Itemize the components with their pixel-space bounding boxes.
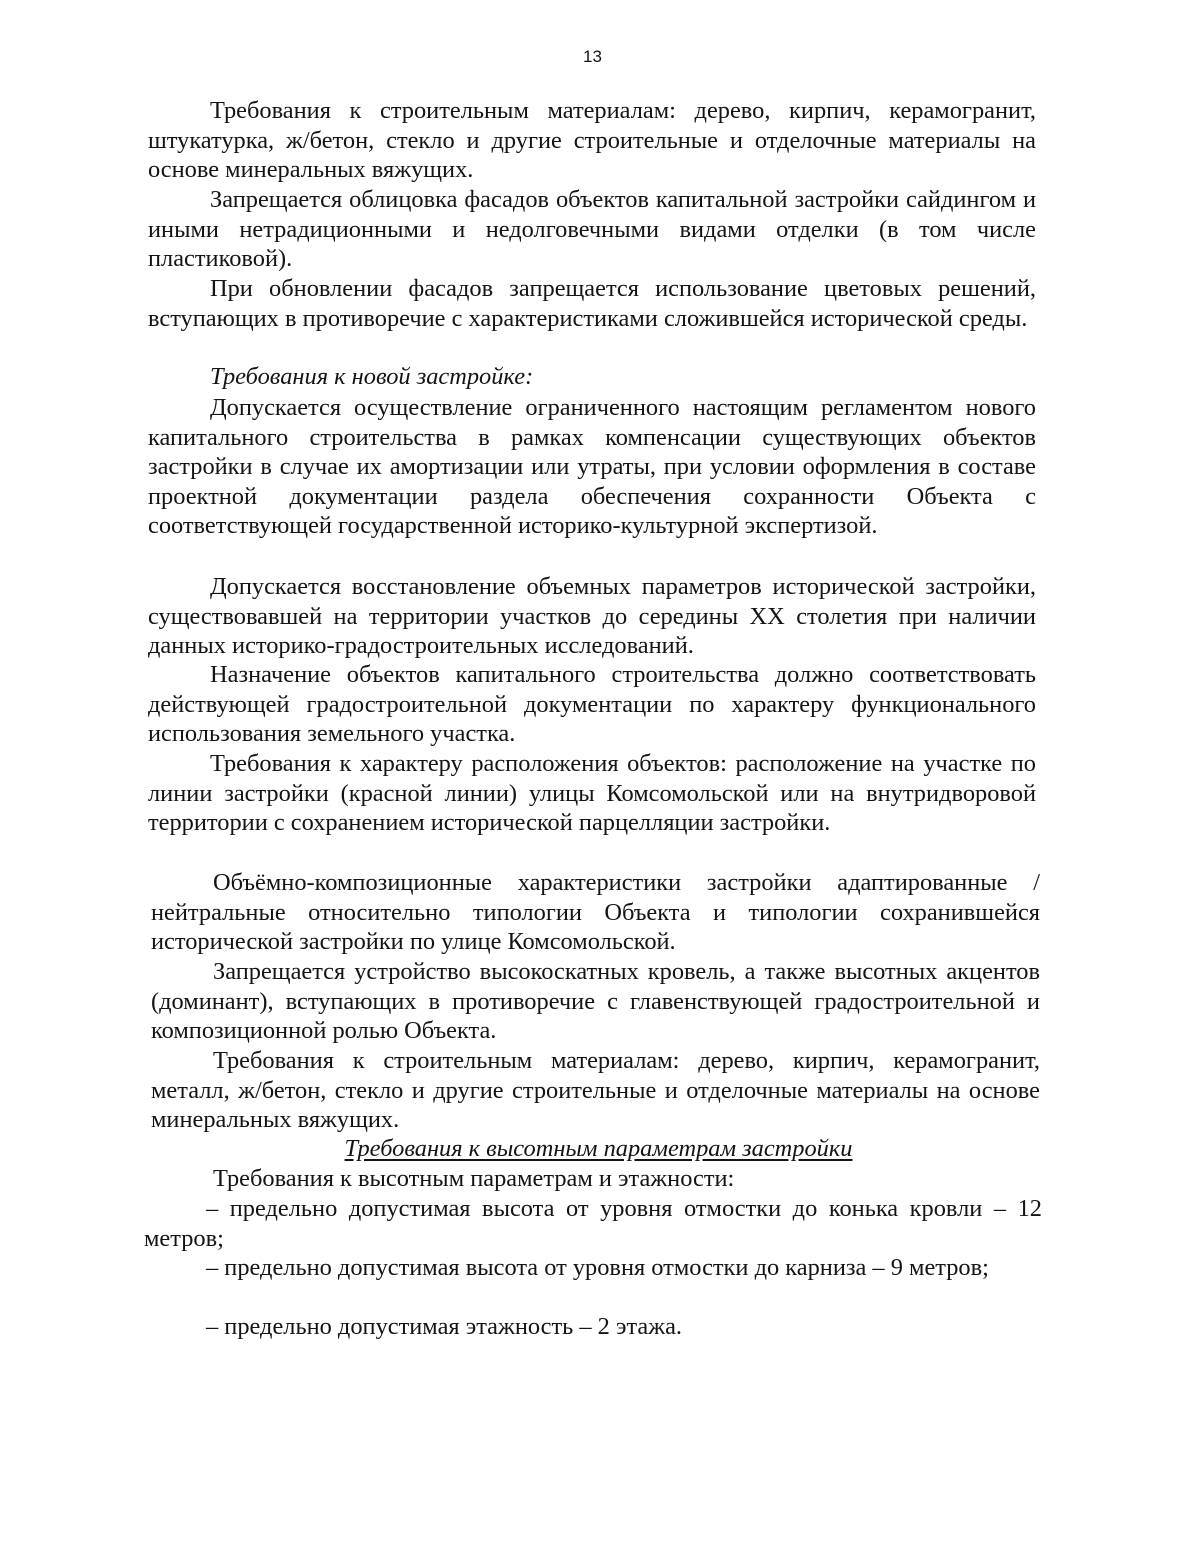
paragraph-new-construction: Допускается осуществление ограниченного настоящим регламентом нового капитального строительства в рамках компенсации существующих объектов застройки в случае их амортизации или утраты, при условии оформления в составе проектной документации раздела обеспечения сохранности Объекта с соответствующей государственной историко-культурной экспертизой. xyxy=(148,394,1036,539)
paragraph-volume-composition: Объёмно-композиционные характеристики застройки адаптированные /нейтральные относительно типологии Объекта и типологии сохранившейся исторической застройки по улице Комсомольской. xyxy=(151,869,1040,955)
paragraph-roofs: Запрещается устройство высокоскатных кровель, а также высотных акцентов (доминант), вступающих в противоречие с главенствующей градостроительной и композиционной ролью Объекта. xyxy=(151,958,1040,1044)
paragraph-facade-colors: При обновлении фасадов запрещается использование цветовых решений, вступающих в противоречие с характеристиками сложившейся исторической среды. xyxy=(148,275,1036,332)
subheading-new-construction: Требования к новой застройке: xyxy=(210,363,534,390)
page-number: 13 xyxy=(583,47,602,66)
paragraph-materials-1: Требования к строительным материалам: дерево, кирпич, керамогранит, штукатурка, ж/бетон, стекло и другие строительные и отделочные материалы на основе минеральных вяжущих. xyxy=(148,97,1036,183)
paragraph-placement: Требования к характеру расположения объектов: расположение на участке по линии застройки (красной линии) улицы Комсомольской или на внутридворовой территории с сохранением исторической парцелляции застройки. xyxy=(148,750,1036,836)
paragraph-height-intro: Требования к высотным параметрам и этажности: xyxy=(213,1165,735,1192)
paragraph-facade-cladding: Запрещается облицовка фасадов объектов капитальной застройки сайдингом и иными нетрадиционными и недолговечными видами отделки (в том числе пластиковой). xyxy=(148,186,1036,272)
list-item-floors: – предельно допустимая этажность – 2 этажа. xyxy=(206,1313,682,1340)
paragraph-materials-2: Требования к строительным материалам: дерево, кирпич, керамогранит, металл, ж/бетон, стекло и другие строительные и отделочные материалы на основе минеральных вяжущих. xyxy=(151,1047,1040,1133)
heading-height-parameters: Требования к высотным параметрам застройки xyxy=(344,1135,853,1162)
paragraph-purpose: Назначение объектов капитального строительства должно соответствовать действующей градостроительной документации по характеру функционального использования земельного участка. xyxy=(148,661,1036,747)
list-item-ridge-height: – предельно допустимая высота от уровня отмостки до конька кровли – 12 метров; xyxy=(144,1195,1042,1252)
list-item-eaves-height: – предельно допустимая высота от уровня отмостки до карниза – 9 метров; xyxy=(206,1254,989,1281)
paragraph-restoration: Допускается восстановление объемных параметров исторической застройки, существовавшей на территории участков до середины XX столетия при наличии данных историко-градостроительных исследований. xyxy=(148,573,1036,659)
